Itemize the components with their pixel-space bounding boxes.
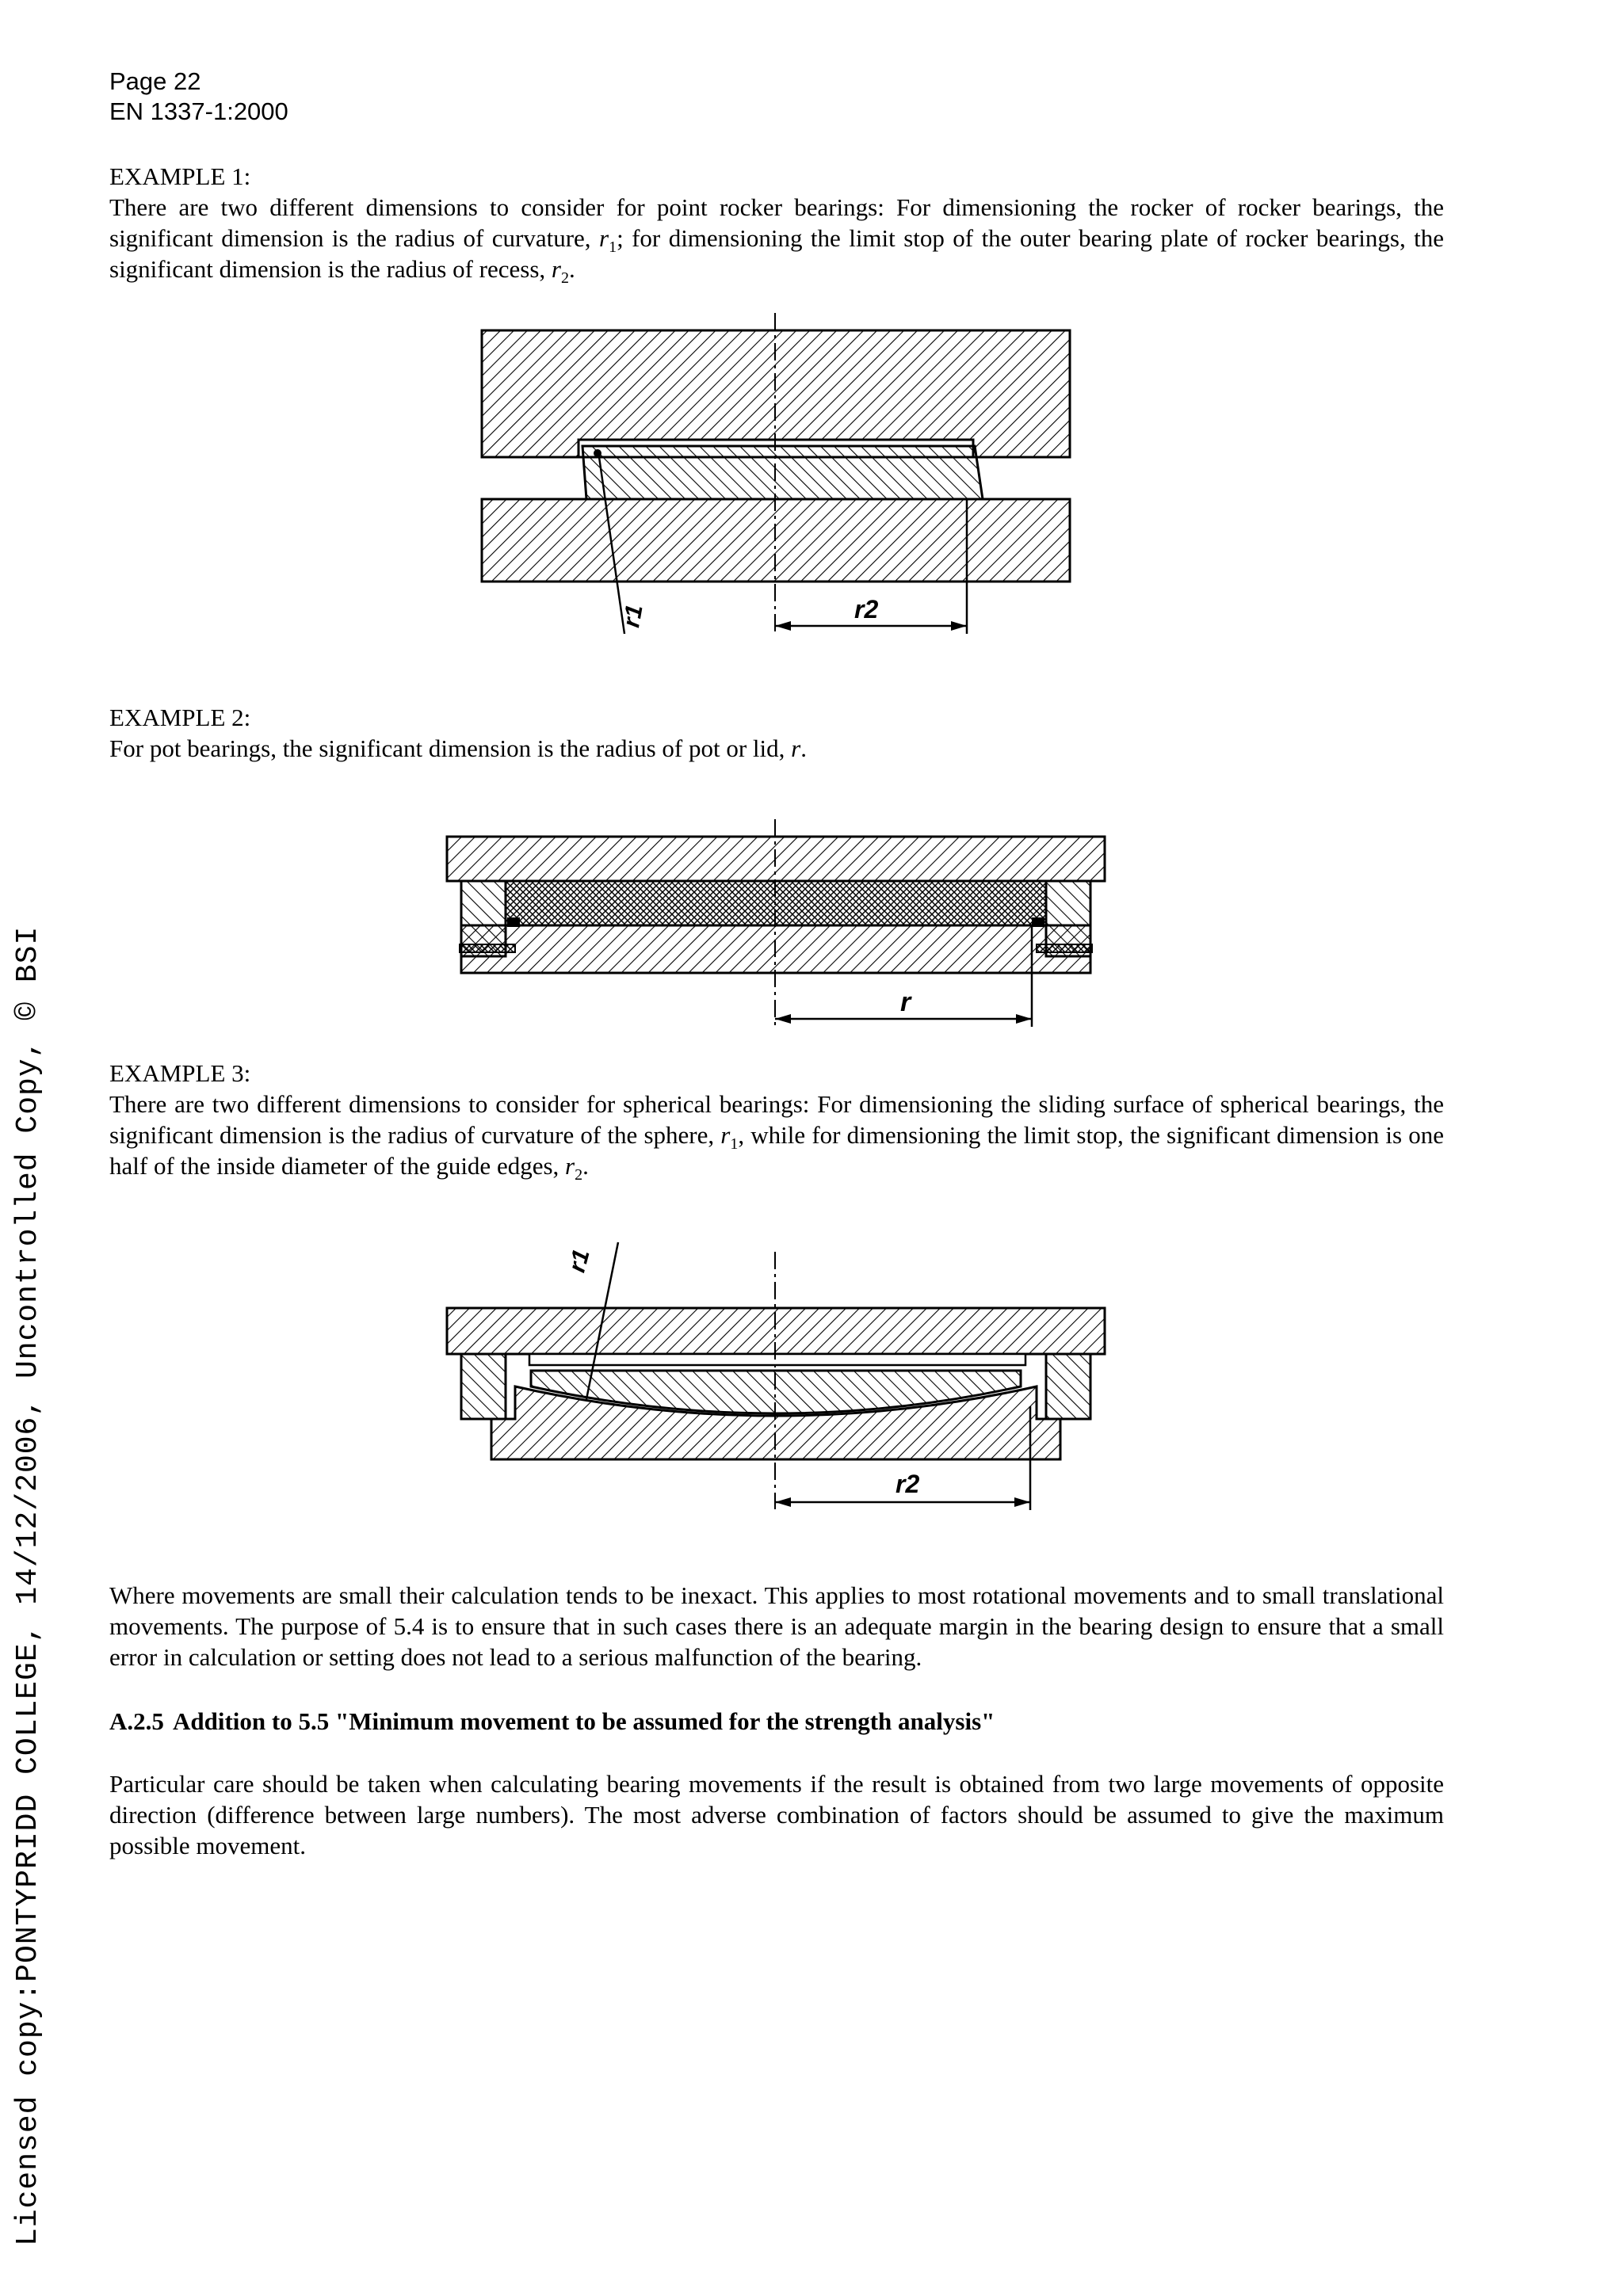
section-number: A.2.5 bbox=[109, 1707, 164, 1735]
care-paragraph: Particular care should be taken when calculating bearing movements if the result is obtained from two large movements of opposite direction (difference between large numbers). The most adverse combination of factors should be assumed to give the maximum possible movement. bbox=[109, 1770, 1444, 1859]
example-1-label: EXAMPLE 1: bbox=[109, 162, 251, 190]
guide-left bbox=[461, 1354, 506, 1419]
r-label: r bbox=[900, 987, 911, 1017]
figure-spherical-bearing bbox=[428, 1228, 1117, 1521]
guide-right bbox=[1046, 1354, 1090, 1419]
license-watermark: Licensed copy:PONTYPRIDD COLLEGE, 14/12/2006, Uncontrolled Copy, © BSI bbox=[11, 925, 45, 2246]
example-3-text: There are two different dimensions to consider for spherical bearings: For dimensioning the sliding surface of spherical bearings, the significant dimension is the radius of curvature of the sphere, $r_1$, while for dimensioning the limit stop, the significant dimension is one half of the inside diameter of the guide edges, $r_2$. bbox=[109, 1090, 1444, 1184]
r1-label: r1 bbox=[563, 1246, 595, 1276]
standard-id: EN 1337-1:2000 bbox=[109, 97, 288, 125]
example-3-label: EXAMPLE 3: bbox=[109, 1059, 251, 1087]
movement-paragraph: Where movements are small their calculation tends to be inexact. This applies to most rotational movements and to small translational movements. The purpose of 5.4 is to ensure that in such cases there is an adequate margin in the bearing design to ensure that a small error in calculation or setting does not lead to a serious malfunction of the bearing. bbox=[109, 1581, 1444, 1671]
page-number: Page 22 bbox=[109, 67, 201, 95]
section-heading bbox=[109, 1706, 995, 1737]
r1-label: r1 bbox=[618, 602, 648, 630]
example-1-text: There are two different dimensions to consider for point rocker bearings: For dimensioning the rocker of rocker bearings, the significant dimension is the radius of curvature, $r_1$; for dimensioning the limit stop of the outer bearing plate of rocker bearings, the significant dimension is the radius of recess, $r_2$. bbox=[109, 193, 1445, 288]
section-title: Addition to 5.5 "Minimum movement to be assumed for the strength analysis" bbox=[173, 1707, 995, 1735]
figure-pot-bearing bbox=[428, 816, 1117, 1038]
r2-label: r2 bbox=[854, 595, 879, 624]
rocker bbox=[582, 446, 983, 499]
r2-label: r2 bbox=[896, 1470, 920, 1498]
figure-rocker-bearing bbox=[468, 309, 1086, 650]
example-2-text: For pot bearings, the significant dimension is the radius of pot or lid, r. bbox=[109, 734, 807, 762]
example-2-label: EXAMPLE 2: bbox=[109, 704, 251, 731]
